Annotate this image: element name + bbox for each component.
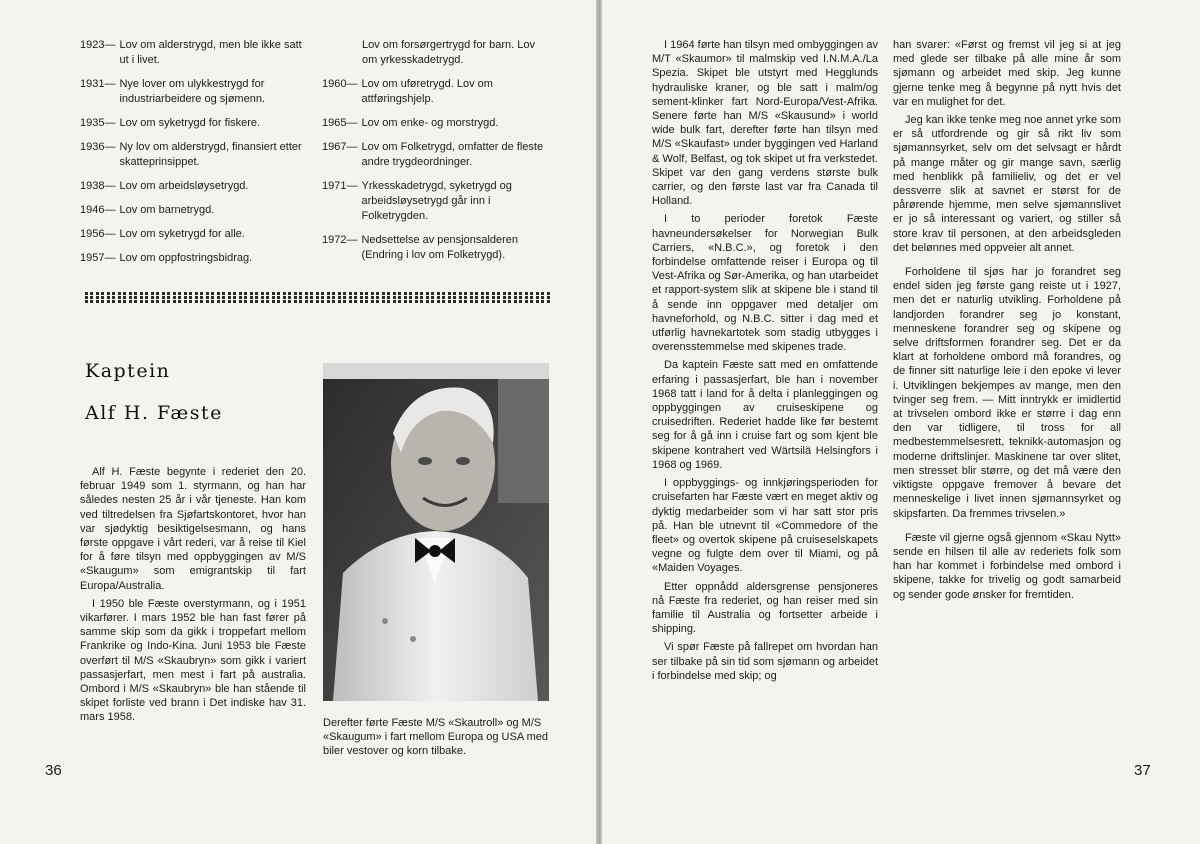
article-column-4 (893, 38, 1121, 602)
timeline-text: Lov om enke- og morstrygd. (361, 117, 499, 129)
timeline-year: 1938 (80, 180, 105, 192)
timeline-year: 1956 (80, 228, 105, 240)
timeline-entry (80, 203, 305, 218)
decorative-border (85, 291, 550, 303)
timeline-entry (322, 140, 548, 170)
paragraph: Vi spør Fæste på fallrepet om hvordan han ser tilbake på sin tid som sjømann og arbeidet i forbindelse med skip; og (652, 641, 878, 682)
timeline-entry (322, 116, 548, 131)
timeline-dash: — (346, 78, 358, 90)
timeline-year: 1923 (80, 39, 105, 51)
paragraph: Etter oppnådd aldersgrense pensjoneres nå Fæste fra rederiet, og han reiser med sin familie til Australia og fortsetter arbeide i shipping. (652, 580, 878, 636)
timeline-year: 1936 (80, 141, 105, 153)
paragraph: I to perioder foretok Fæste havneundersøkelser for Norwegian Bulk Carriers, «N.B.C.», og foretok i den forbindelse omfattende reiser i Europa og til Vest-Afrika og Sør-Amerika, og han utarbeidet et rapport-system slik at skipene ble i stand til å sende inn oppgaver med detaljer om havneforhold, og N.B.C. sitter i dag med et utførlig havnekartotek som stadig utbygges i overensstemmelse med skipenes trade. (652, 213, 878, 354)
timeline-entry (322, 179, 548, 224)
paragraph: I oppbyggings- og innkjøringsperioden for cruisefarten har Fæste vært en meget aktiv og dyktig medarbeider som vi har satt stor pris på. Han ble utnevnt til «Commedore of the fleet» og overtok skipene på cruiseselskapets vegne og fulgte dem over til Miami, og på «Maiden Voyages. (652, 477, 878, 575)
timeline-year: 1946 (80, 204, 105, 216)
timeline-column-2 (322, 38, 548, 272)
timeline-dash: — (104, 228, 116, 240)
paragraph: Alf H. Fæste begynte i rederiet den 20. februar 1949 som 1. styrmann, og han har således nesten 25 år i vår tjeneste. Han kom ved tiltredelsen fra Sjøfartskontoret, hvor han var sjødyktig besiktigelsesmann, og hans første oppgave i vårt rederi, var å reise til Kiel for å føre tilsyn med oppbyggingen av M/S «Skaugum» som emigrantskip til fart Europa/Australia. (80, 466, 306, 592)
timeline-dash: — (346, 141, 358, 153)
timeline-text: Lov om barnetrygd. (119, 204, 215, 216)
paragraph: I 1964 førte han tilsyn med ombyggingen av M/T «Skaumor» til malmskip ved I.N.M.A./La Spezia. Skipet ble utstyrt med Hegglunds hydrauliske kraner, og ble satt i malm/og sement-klinker fart Nord-Europa/Vest-Afrika. Senere førte han M/S «Skausund» i world wide bulk fart, derefter førte han tilsyn med M/S «Skaufast» under byggingen ved Harland & Wolf, Belfast, og tok skipet ut fra verkstedet. Skipet var den gang verdens største bulk carrier, og den første last var fra Canada til Holland. (652, 39, 879, 208)
timeline-text: Lov om Folketrygd, omfatter de fleste andre trygdeordninger. (361, 141, 544, 168)
timeline-text: Ny lov om alderstrygd, finansiert etter skatteprinsippet. (119, 141, 302, 168)
timeline-year: 1957 (80, 252, 105, 264)
paragraph: Fæste vil gjerne også gjennom «Skau Nytt» sende en hilsen til alle av rederiets folk som han har kommet i forbindelse med ombord i skipene, takke for trivelig og godt samarbeid og sender gode ønsker for fremtiden. (893, 531, 1121, 601)
timeline-year: 1971 (322, 180, 347, 192)
timeline-text: Lov om syketrygd for alle. (119, 228, 245, 240)
left-page (0, 0, 596, 844)
timeline-dash: — (104, 117, 116, 129)
timeline-text: Nedsettelse av pensjonsalderen (Endring i lov om Folketrygd). (361, 234, 519, 261)
timeline-entry (80, 116, 305, 131)
paragraph: Jeg kan ikke tenke meg noe annet yrke som er så utfordrende og gir så rikt liv som sjømannsyrket, selv om det selvsagt er hårdt på mange måter og gir mange savn, særlig med henblikk på familieliv, og det er vel dessverre slik at savnet er størst for de pårørende hjemme, men selve sjømannslivet er jo så interessant og variert, og stiller så store krav til personen, at den arbeidsgleden det belønnes med oppveier alt annet. (893, 114, 1121, 254)
captain-portrait-photo (323, 363, 549, 701)
timeline-entry (80, 179, 305, 194)
page-number-right: 37 (1134, 762, 1151, 779)
timeline-entry (80, 77, 305, 107)
timeline-text: Lov om oppfostringsbidrag. (119, 252, 253, 264)
photo-caption (323, 716, 549, 759)
timeline-dash: — (104, 39, 116, 51)
caption-text: Derefter førte Fæste M/S «Skautroll» og M/S «Skaugum» i fart mellom Europa og USA med biler vestover og korn tilbake. (323, 717, 549, 758)
timeline-text: Lov om syketrygd for fiskere. (119, 117, 261, 129)
timeline-dash: — (346, 117, 358, 129)
timeline-text: Yrkesskadetrygd, syketrygd og arbeidsløysetrygd går inn i Folketrygden. (361, 180, 512, 222)
timeline-intro: Lov om forsørgertrygd for barn. Lov om yrkesskadetrygd. (362, 39, 536, 66)
timeline-dash: — (104, 141, 116, 153)
timeline-entry (80, 251, 305, 266)
portrait-image (323, 363, 549, 701)
timeline-entry (322, 77, 548, 107)
article-heading-name: Alf H. Fæste (85, 402, 223, 424)
timeline-text: Nye lover om ulykkestrygd for industriarbeidere og sjømenn. (119, 78, 266, 105)
timeline-entry (80, 38, 305, 68)
article-heading-title: Kaptein (85, 360, 171, 382)
paragraph: Da kaptein Fæste satt med en omfattende erfaring i passasjerfart, ble han i november 1968 tatt i land for å delta i planleggingen og oppbyggingen av cruiseskipene og cruisedriften. Rederiet hadde like før bestemt seg for å gå inn i cruise fart og som kjent ble skipene kontrahert ved Wärtsilä Helsingfors i 1968 og 1969. (652, 359, 878, 471)
timeline-dash: — (104, 78, 116, 90)
timeline-entry (80, 140, 305, 170)
timeline-dash: — (104, 204, 116, 216)
page-number-left: 36 (45, 762, 62, 779)
timeline-dash: — (346, 234, 358, 246)
timeline-year: 1935 (80, 117, 105, 129)
timeline-year: 1972 (322, 234, 347, 246)
timeline-entry (80, 227, 305, 242)
right-page (602, 0, 1200, 844)
paragraph: han svarer: «Først og fremst vil jeg si at jeg med glede ser tilbake på alle mine år som sjømann og arbeidet med skip. Jeg kunne gjerne tenke meg å begynne på nytt hvis det var en mulighet for det. (893, 39, 1121, 108)
timeline-column-1 (80, 38, 305, 275)
timeline-dash: — (104, 252, 116, 264)
timeline-text: Lov om uføretrygd. Lov om attføringshjelp. (361, 78, 493, 105)
timeline-year: 1931 (80, 78, 105, 90)
timeline-dash: — (346, 180, 358, 192)
timeline-text: Lov om arbeidsløysetrygd. (119, 180, 249, 192)
timeline-year: 1965 (322, 117, 347, 129)
paragraph: Forholdene til sjøs har jo forandret seg endel siden jeg første gang reiste ut i 1927, men det er naturlig utvikling. Forholdene på landjorden forandrer seg jo konstant, menneskene forandrer seg og skipene og selve driftsformen forandrer seg. Det er da klart at forholdene ombord må forandres, og de finner sitt naturlige leie i den epoke vi lever i. Utviklingen bekjempes av mange, men den tvinger seg frem. — Mitt inntrykk er imidlertid at trivselen ombord ikke er større i dag enn den var tidligere, til tross for all medbestemmelsesrett, teknikk-automasjon og moderne driftslinjer. Maskinene tar over slitet, men stresset blir større, og det må være den viktigste oppgave fremover å bevare det menneskelige i livet innen sjømannsyrket og skipsfarten. Da fremmes trivselen.» (893, 266, 1121, 520)
timeline-entry (322, 233, 548, 263)
article-column-3 (652, 38, 878, 683)
paragraph: I 1950 ble Fæste overstyrmann, og i 1951 vikarfører. I mars 1952 ble han fast fører på samme skip som da gikk i troppefart mellom Frankrike og Indo-Kina. Juni 1953 ble Fæste overført til M/S «Skaubryn» som gikk i variert passasjerfart, men mest i fart på australia. Ombord i M/S «Skaubryn» ble han stående til skipet forliste ved brann i Det indiske hav 31. mars 1958. (80, 597, 306, 724)
article-column-1 (80, 465, 306, 725)
timeline-text: Lov om alderstrygd, men ble ikke satt ut i livet. (119, 39, 302, 66)
timeline-year: 1967 (322, 141, 347, 153)
timeline-year: 1960 (322, 78, 347, 90)
timeline-dash: — (104, 180, 116, 192)
